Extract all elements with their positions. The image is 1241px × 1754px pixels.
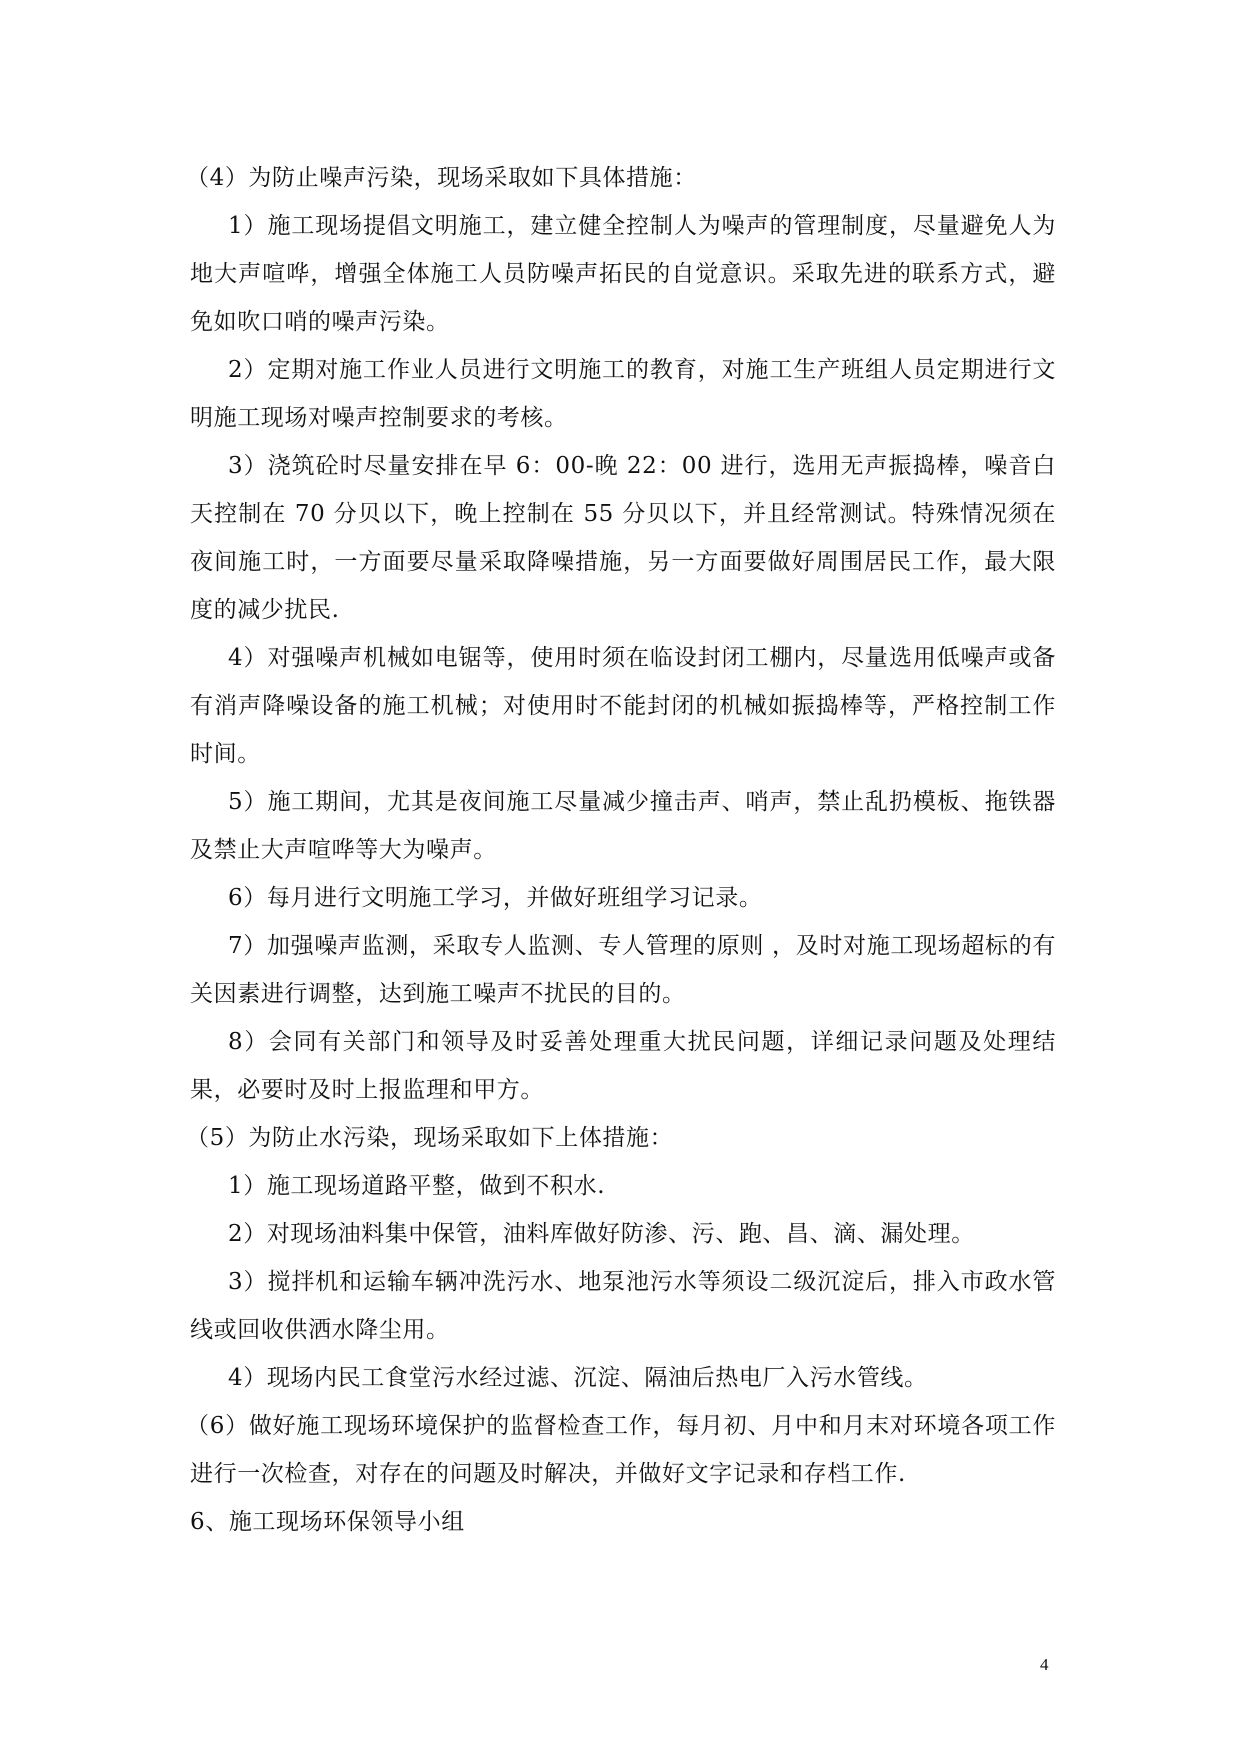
list-item: 2）对现场油料集中保管，油料库做好防渗、污、跑、昌、滴、漏处理。 xyxy=(228,1221,975,1247)
page-number: 4 xyxy=(1040,1655,1049,1674)
list-item: 1）施工现场提倡文明施工，建立健全控制人为噪声的管理制度，尽量避免人为地大声喧哗，增强全体施工人员防噪声拓民的自觉意识。采取先进的联系方式，避免如吹口哨的噪声污染。 xyxy=(190,213,1056,335)
list-item: 1）施工现场道路平整，做到不积水. xyxy=(228,1173,606,1199)
section-heading-leadership-group: 6、施工现场环保领导小组 xyxy=(190,1509,465,1535)
section-heading-inspection: （6）做好施工现场环境保护的监督检查工作，每月初、月中和月末对环境各项工作进行一次检查，对存在的问题及时解决，并做好文字记录和存档工作. xyxy=(186,1413,1056,1487)
list-item: 3）搅拌机和运输车辆冲洗污水、地泵池污水等须设二级沉淀后，排入市政水管线或回收供洒水降尘用。 xyxy=(190,1269,1056,1343)
section-heading-water: （5）为防止水污染，现场采取如下上体措施： xyxy=(186,1125,674,1151)
section-heading-noise: （4）为防止噪声污染，现场采取如下具体措施： xyxy=(186,165,697,191)
list-item: 3）浇筑砼时尽量安排在早 6：00-晚 22：00 进行，选用无声振捣棒，噪音白天控制在 70 分贝以下，晚上控制在 55 分贝以下，并且经常测试。特殊情况须在夜间施工时，一方面要尽量采取降噪措施，另一方面要做好周围居民工作，最大限度的减少扰民. xyxy=(190,453,1056,623)
list-item: 7）加强噪声监测，采取专人监测、专人管理的原则 ，及时对施工现场超标的有关因素进行调整，达到施工噪声不扰民的目的。 xyxy=(190,933,1056,1007)
list-item: 6）每月进行文明施工学习，并做好班组学习记录。 xyxy=(228,885,763,911)
list-item: 5）施工期间，尤其是夜间施工尽量减少撞击声、哨声，禁止乱扔模板、拖铁器及禁止大声喧哗等大为噪声。 xyxy=(190,789,1056,863)
list-item: 4）现场内民工食堂污水经过滤、沉淀、隔油后热电厂入污水管线。 xyxy=(228,1365,928,1391)
list-item: 8）会同有关部门和领导及时妥善处理重大扰民问题，详细记录问题及处理结果，必要时及时上报监理和甲方。 xyxy=(190,1029,1056,1103)
list-item: 4）对强噪声机械如电锯等，使用时须在临设封闭工棚内，尽量选用低噪声或备有消声降噪设备的施工机械；对使用时不能封闭的机械如振捣棒等，严格控制工作时间。 xyxy=(190,645,1056,767)
list-item: 2）定期对施工作业人员进行文明施工的教育，对施工生产班组人员定期进行文明施工现场对噪声控制要求的考核。 xyxy=(190,357,1056,431)
document-body xyxy=(186,154,1056,1546)
